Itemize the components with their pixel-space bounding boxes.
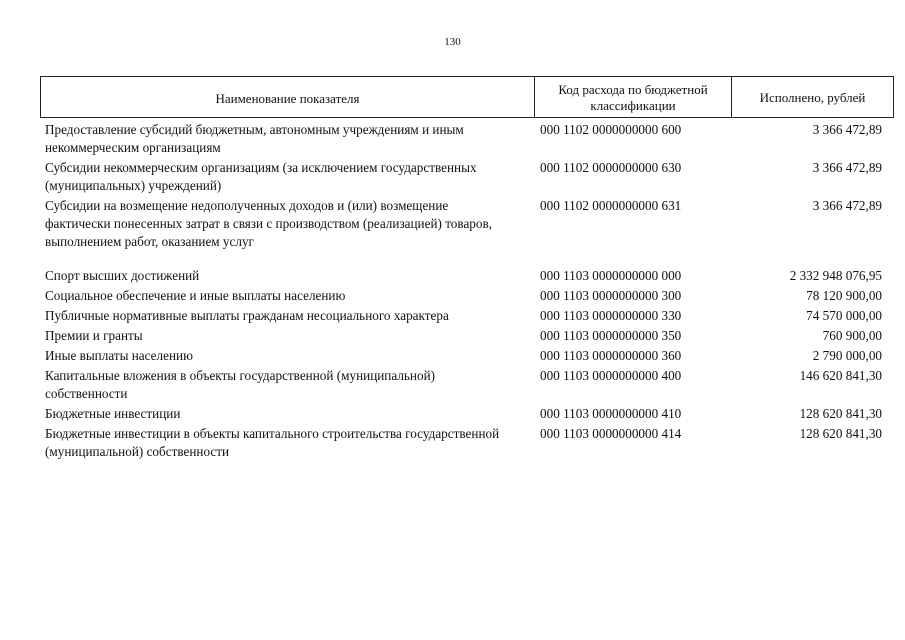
table-row [40,307,894,325]
table-row [40,197,894,251]
row-name: Социальное обеспечение и иные выплаты населению [45,288,346,303]
row-name: Иные выплаты населению [45,348,193,363]
table-row [40,367,894,403]
row-code: 000 1103 0000000000 000 [540,268,682,283]
row-code: 000 1103 0000000000 414 [540,426,682,441]
row-name: Бюджетные инвестиции в объекты капитального строительства государственной (муниципальной) собственности [45,426,500,459]
row-name: Предоставление субсидий бюджетным, автономным учреждениям и иным некоммерческим организациям [45,122,464,155]
table-row [40,121,894,157]
table-header [40,76,894,118]
row-amount: 2 790 000,00 [812,348,882,363]
row-code: 000 1102 0000000000 631 [540,198,682,213]
row-code: 000 1103 0000000000 300 [540,288,682,303]
row-amount: 2 332 948 076,95 [789,268,882,283]
row-code: 000 1103 0000000000 400 [540,368,682,383]
row-code: 000 1102 0000000000 600 [540,122,682,137]
row-amount: 128 620 841,30 [799,426,882,441]
table-row [40,267,894,285]
row-code: 000 1103 0000000000 360 [540,348,682,363]
row-name: Субсидии некоммерческим организациям (за исключением государственных (муниципальных) учреждений) [45,160,477,193]
row-amount: 74 570 000,00 [806,308,882,323]
row-code: 000 1102 0000000000 630 [540,160,682,175]
row-name: Субсидии на возмещение недополученных доходов и (или) возмещение фактически понесенных затрат в связи с производством (реализацией) товаров, выполнением работ, оказанием услуг [45,198,493,249]
row-amount: 3 366 472,89 [812,198,882,213]
row-name: Премии и гранты [45,328,143,343]
table-row [40,327,894,345]
row-amount: 760 900,00 [822,328,882,343]
header-name: Наименование показателя [41,77,535,117]
row-code: 000 1103 0000000000 410 [540,406,682,421]
row-amount: 3 366 472,89 [812,160,882,175]
row-name: Капитальные вложения в объекты государственной (муниципальной) собственности [45,368,436,401]
row-amount: 128 620 841,30 [799,406,882,421]
table-row [40,159,894,195]
row-amount: 78 120 900,00 [806,288,882,303]
header-code: Код расхода по бюджетной классификации [535,77,732,117]
row-name: Спорт высших достижений [45,268,200,283]
row-amount: 146 620 841,30 [799,368,882,383]
row-code: 000 1103 0000000000 350 [540,328,682,343]
table-row [40,425,894,461]
table-body [40,121,894,463]
row-name: Бюджетные инвестиции [45,406,181,421]
row-name: Публичные нормативные выплаты гражданам несоциального характера [45,308,449,323]
row-amount: 3 366 472,89 [812,122,882,137]
page-number: 130 [444,36,461,48]
row-code: 000 1103 0000000000 330 [540,308,682,323]
table-row [40,287,894,305]
table-row [40,347,894,365]
header-amount: Исполнено, рублей [759,90,866,105]
table-row [40,405,894,423]
